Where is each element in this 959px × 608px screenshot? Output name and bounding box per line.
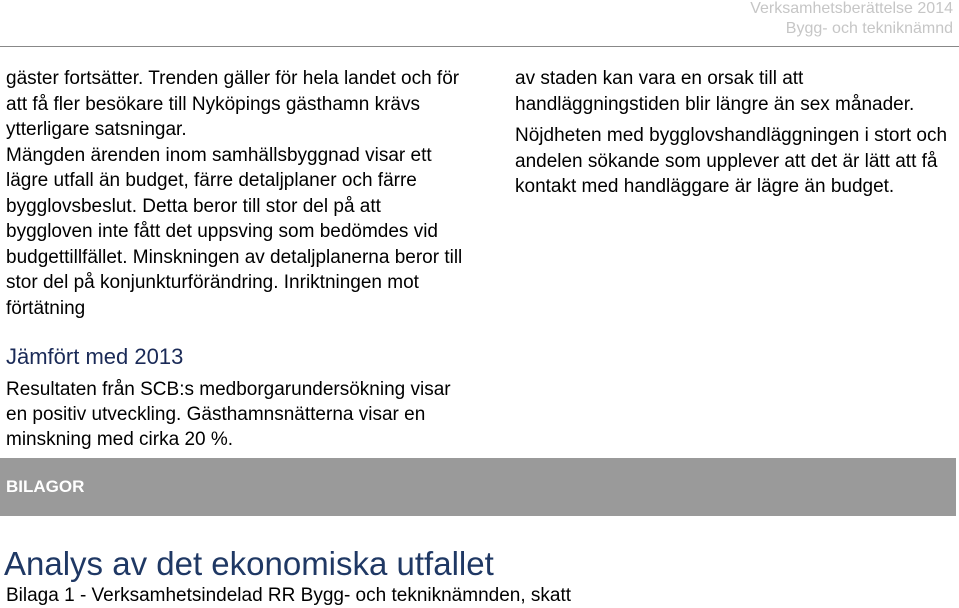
comparison-text: Resultaten från SCB:s medborgarundersökning visar en positiv utveckling. Gästhamnsnätterna visar en minskning med cirka 20 %. xyxy=(6,379,451,450)
appendix-banner xyxy=(0,458,956,516)
appendix-subtitle: Bilaga 1 - Verksamhetsindelad RR Bygg- och tekniknämnden, skatt xyxy=(6,585,572,606)
left-text-column xyxy=(6,66,466,321)
right-text-column xyxy=(515,66,955,200)
right-paragraph-1: av staden kan vara en orsak till att handläggningstiden blir längre än sex månader. xyxy=(515,68,915,115)
report-title: Verksamhetsberättelse 2014 xyxy=(750,0,953,17)
page-header xyxy=(553,0,953,39)
analysis-title: Analys av det ekonomiska utfallet xyxy=(4,545,494,582)
appendix-banner-label: BILAGOR xyxy=(6,477,85,496)
header-divider xyxy=(0,46,959,47)
committee-name: Bygg- och tekniknämnd xyxy=(785,20,953,37)
left-paragraph-2: Mängden ärenden inom samhällsbyggnad visar ett lägre utfall än budget, färre detaljplaner och färre bygglovsbeslut. Detta beror till stor del på att byggloven inte fått det uppsving som bedömdes vid budgettillfället. Minskningen av detaljplanerna beror till stor del på konjunkturförändring. Inriktningen mot förtätning xyxy=(6,144,463,319)
comparison-heading: Jämfört med 2013 xyxy=(6,344,184,369)
left-paragraph-1: gäster fortsätter. Trenden gäller för hela landet och för att få fler besökare till Nyköpings gästhamn krävs ytterligare satsningar. xyxy=(6,68,460,140)
right-paragraph-2: Nöjdheten med bygglovshandläggningen i stort och andelen sökande som upplever att det är lätt att få kontakt med handläggare är lägre än budget. xyxy=(515,125,948,197)
